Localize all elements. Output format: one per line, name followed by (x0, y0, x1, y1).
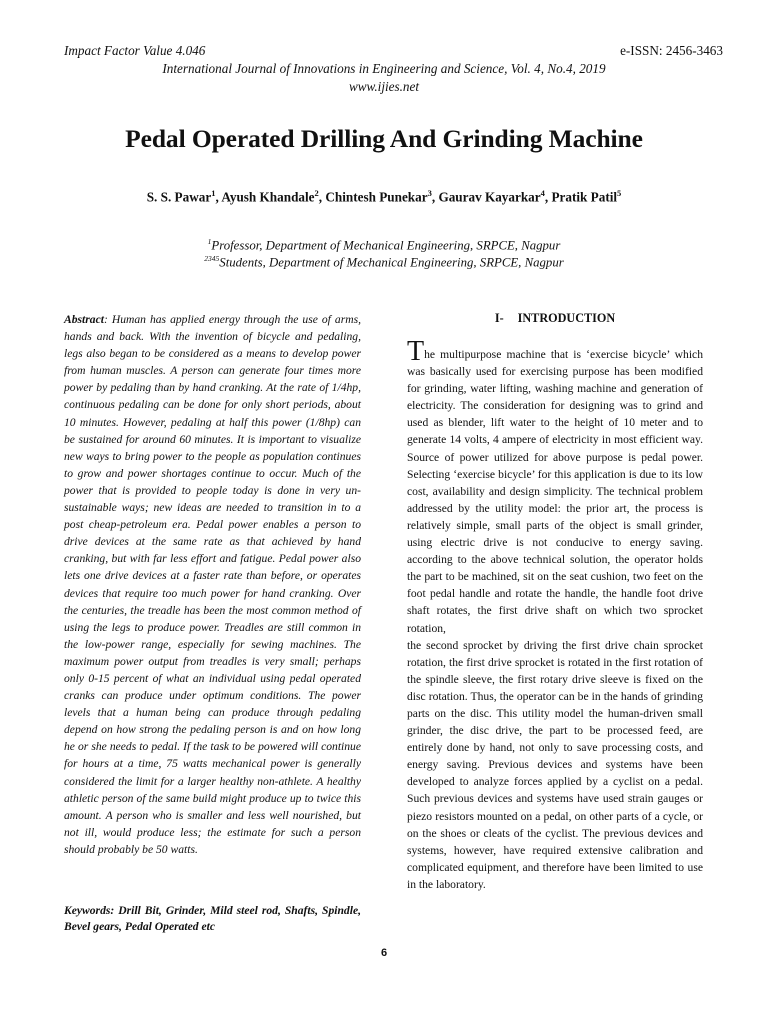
intro-paragraph: the second sprocket by driving the first drive chain sprocket rotation, the first drive sprocket is rotated in the first rotation of the spindle sleeve, the first rotary drive sleeve is fixed on the disc rotation. Thus, the operator can be in the hands of grinding parts on the disc. This utility model the human-driven small grinder, the disc drive, the part to be processed feed, are entirely done by hand, not only to save processing costs, and energy saving. Previous devices and systems have been developed to analyze forces applied by a cyclist on a pedal. Such previous devices and systems have used strain gauges or piezo resistors mounted on a pedal, on other parts of a cycle, or on the shoes or cleats of the cyclist. The previous devices and systems, however, have required extensive calibration and complicated equipment, and therefore have been limited to use in the laboratory. (407, 638, 703, 891)
abstract-label: Abstract (64, 313, 104, 326)
abstract (64, 311, 361, 858)
section-title: INTRODUCTION (517, 311, 616, 325)
author: Pratik Patil (551, 189, 618, 205)
author-list: S. S. Pawar$^1$, Ayush Khandale$^2$, Chintesh Punekar$^3$, Gaurav Kayarkar$^4$, Pratik Patil$^5$ (146, 188, 622, 205)
abstract-text: : Human has applied energy through the use of arms, hands and back. With the invention of bicycle and pedaling, legs also began to be considered as a means to develop power from human muscles. A person can generate four times more power by pedaling than by hand cranking. At the rate of 1/4hp, continuous pedaling can be done for only short periods, about 10 minutes. However, pedaling at half this power (1/8hp) can be sustained for around 60 minutes. It is important to visualize new ways to bring power to the people as population continues to grow and power shortages continue to occur. Much of the power that is provided to people today is done in very un-sustainable ways; new ideas are needed to transition in to a post cheap-petroleum era. Pedal power enables a person to drive devices at the same rate as that achieved by hand cranking, but with far less effort and fatigue. Pedal power also lets one drive devices at a faster rate than before, or operates devices that require too much power for hand cranking. Over the centuries, the treadle has been the most common method of using the legs to produce power. Treadles are still common in the low-power range, especially for sewing machines. The maximum power output from treadles is very small; perhaps only 0-15 percent of what an individual using pedal operated cranks can produce under optimum conditions. The power levels that a human being can produce through pedaling depend on how strong the pedaling person is and on how long he or she needs to pedal. If the task to be powered will continue for hours at a time, 75 watts mechanical power is generally considered the limit for a larger healthy non-athlete. A healthy athletic person of the same build might produce up to twice this amount. A person who is smaller and less well nourished, but not ill, would produce less; the estimate for such a person should probably be 50 watts. (64, 313, 361, 856)
affiliation-sup: 1 (207, 237, 212, 246)
section-number: I- (494, 311, 504, 325)
running-header (64, 43, 723, 60)
drop-cap: T (407, 336, 425, 367)
keywords: Keywords: Drill Bit, Grinder, Mild steel rod, Shafts, Spindle, Bevel gears, Pedal Operated etc (64, 904, 361, 933)
author-sup: 4 (540, 188, 545, 198)
intro-text: he multipurpose machine that is ‘exercise bicycle’ which was basically used for exercising purpose has been modified for grinding, water lifting, washing machine and generation of electricity. The consideration for designing was to grind and used as blender, lift water to the height of 10 meter and to generate 14 volts, 4 ampere of electricity in most efficient way. Source of power utilized for above purpose is pedal power. Selecting ‘exercise bicycle’ for this application is due to its low cost, availability and design simplicity. The technical problem addressed by the utility model: the prior art, the process is relatively simple, small parts of the object is small grinder, using electric drive is not conducive to energy saving. according to the above technical solution, the operator holds the part to be machined, sit on the seat cushion, two feet on the foot pedal handle and rotate the handle, the handle foot drive shaft rotates, the first drive shaft on which two sprocket rotation, (407, 348, 703, 635)
author-sup: 3 (427, 188, 432, 198)
affiliation (0, 254, 768, 270)
affiliation-text: Students, Department of Mechanical Engineering, SRPCE, Nagpur (219, 255, 564, 270)
author-sup: 2 (314, 188, 319, 198)
affiliation (0, 237, 768, 253)
introduction-body (407, 336, 703, 893)
affiliation-sup: 2345 (204, 254, 220, 263)
author-sup: 5 (617, 188, 622, 198)
author-sup: 1 (211, 188, 216, 198)
issn: e-ISSN: 2456-3463 (620, 43, 723, 58)
author: Chintesh Punekar (325, 189, 428, 205)
journal-name: International Journal of Innovations in Engineering and Science, Vol. 4, No.4, 2019 (162, 61, 606, 76)
page-number: 6 (380, 947, 388, 959)
impact-factor: Impact Factor Value 4.046 (64, 43, 206, 58)
author: Gaurav Kayarkar (438, 189, 541, 205)
author: S. S. Pawar (146, 189, 212, 205)
author: Ayush Khandale (221, 189, 315, 205)
paper-title: Pedal Operated Drilling And Grinding Machine (125, 124, 643, 153)
affiliation-text: Professor, Department of Mechanical Engineering, SRPCE, Nagpur (211, 238, 561, 253)
intro-paragraph (407, 336, 703, 637)
journal-website[interactable]: www.ijies.net (348, 79, 420, 94)
section-heading (407, 311, 703, 326)
